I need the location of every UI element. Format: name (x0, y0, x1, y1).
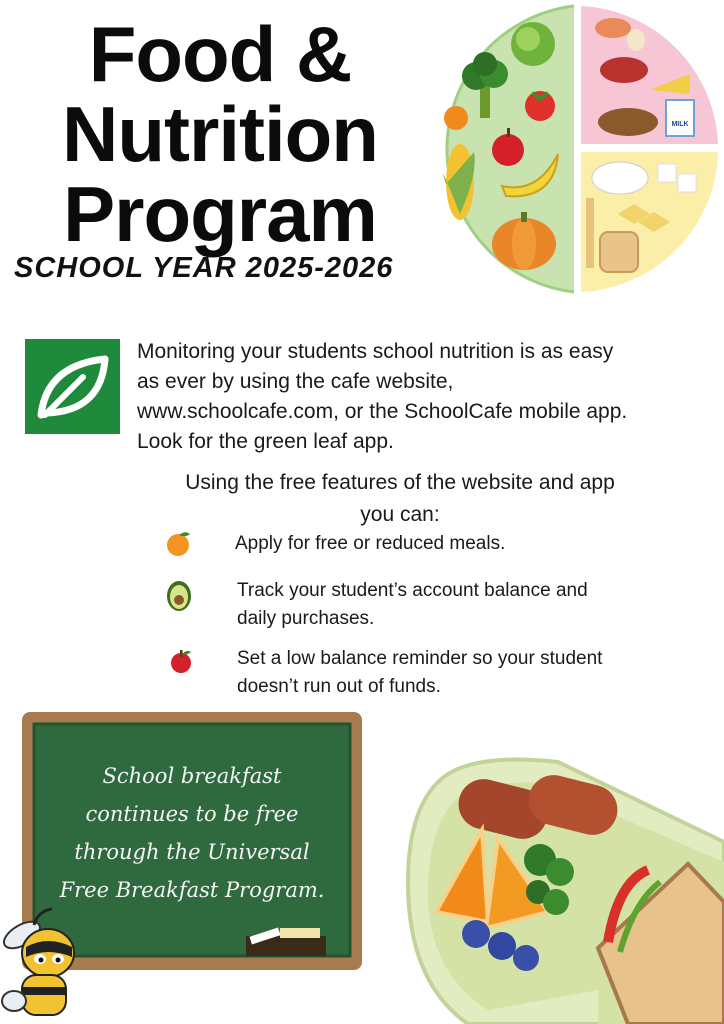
schoolcafe-leaf-app-icon (25, 339, 120, 434)
nuts-icon (598, 108, 658, 136)
lettuce-icon (511, 22, 555, 66)
bread-slice-icon (600, 232, 638, 272)
intro-paragraph (137, 337, 722, 457)
tomato-icon (525, 91, 555, 121)
features-heading (140, 467, 660, 531)
page-title (20, 10, 420, 258)
chalk-line: through the Universal (74, 840, 310, 864)
chalk-line: Free Breakfast Program. (59, 878, 325, 902)
feature-item (237, 645, 707, 701)
lunchbox-illustration (398, 752, 724, 1024)
feature-item (235, 530, 705, 558)
apple-icon (169, 648, 193, 674)
intro-line: Look for the green leaf app. (137, 430, 394, 453)
title-line: Nutrition (62, 90, 378, 178)
intro-line: www.schoolcafe.com, or the SchoolCafe mobile app. (137, 400, 628, 423)
intro-line: Monitoring your students school nutrition is as easy (137, 340, 614, 363)
feature-text: doesn’t run out of funds. (237, 676, 441, 697)
hornet-mascot (0, 905, 92, 1024)
title-line: Food & (88, 10, 352, 98)
food-plate-illustration (428, 4, 720, 294)
breadstick-icon (586, 198, 594, 268)
chalkboard-message (42, 757, 342, 909)
svg-text:MILK: MILK (671, 121, 689, 128)
features-heading-line: you can: (360, 503, 440, 526)
fish-icon (595, 18, 631, 38)
feature-text: Track your student’s account balance and (237, 580, 588, 601)
feature-text: Set a low balance reminder so your student (237, 648, 603, 669)
feature-item (237, 577, 707, 633)
title-line: Program (63, 170, 377, 258)
feature-text: daily purchases. (237, 608, 375, 629)
egg-icon (627, 29, 645, 51)
milk-carton-icon (666, 100, 694, 136)
chalk-line: School breakfast (102, 764, 282, 788)
steak-icon (600, 57, 648, 83)
orange-fruit-icon (444, 106, 468, 130)
school-year-subtitle: SCHOOL YEAR 2025-2026 (14, 252, 394, 284)
feature-text: Apply for free or reduced meals. (235, 533, 506, 554)
orange-icon (165, 530, 193, 558)
rice-bowl-icon (592, 162, 648, 194)
avocado-icon (165, 578, 193, 612)
intro-line: as ever by using the cafe website, (137, 370, 454, 393)
chalk-line: continues to be free (85, 802, 299, 826)
features-heading-line: Using the free features of the website and app (185, 471, 615, 494)
